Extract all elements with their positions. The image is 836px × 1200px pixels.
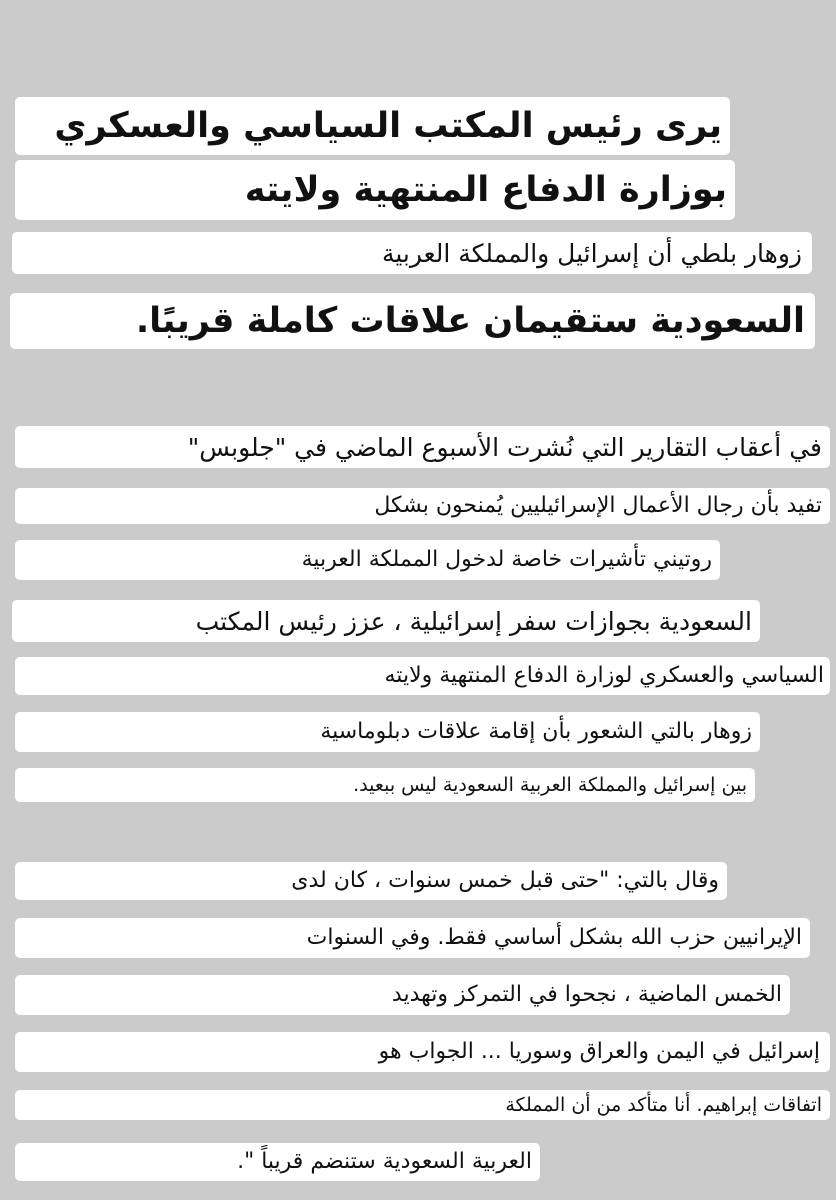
paragraph-line: [15, 975, 790, 1015]
paragraph-line-text: الإيرانيين حزب الله بشكل أساسي فقط. وفي السنوات: [306, 925, 802, 950]
headline-line-text: يرى رئيس المكتب السياسي والعسكري: [54, 105, 722, 146]
paragraph-line: [12, 600, 760, 642]
paragraph-line-text: في أعقاب التقارير التي نُشرت الأسبوع الماضي في "جلوبس": [187, 432, 822, 462]
paragraph-line: [15, 1143, 540, 1181]
headline-line-text: زوهار بلطي أن إسرائيل والمملكة العربية: [381, 238, 802, 268]
paragraph-line-text: إسرائيل في اليمن والعراق وسوريا ... الجواب هو: [378, 1039, 820, 1064]
paragraph-line-text: زوهار بالتي الشعور بأن إقامة علاقات دبلوماسية: [320, 719, 752, 744]
paragraph-line-text: السياسي والعسكري لوزارة الدفاع المنتهية ولايته: [384, 663, 824, 688]
paragraph-line-text: روتيني تأشيرات خاصة لدخول المملكة العربية: [301, 547, 712, 572]
headline-line: [10, 293, 815, 349]
headline-line-text: بوزارة الدفاع المنتهية ولايته: [244, 169, 727, 210]
headline-line-text: السعودية ستقيمان علاقات كاملة قريبًا.: [135, 300, 805, 341]
paragraph-line: [15, 488, 830, 524]
paragraph-line-text: السعودية بجوازات سفر إسرائيلية ، عزز رئيس المكتب: [195, 606, 752, 636]
paragraph-line: [15, 426, 830, 468]
headline-line: [12, 232, 812, 274]
headline-line: [15, 160, 735, 220]
paragraph-line-text: تفيد بأن رجال الأعمال الإسرائيليين يُمنحون بشكل: [374, 493, 822, 518]
paragraph-line-text: العربية السعودية ستنضم قريباً ".: [237, 1149, 532, 1174]
paragraph-line-text: اتفاقات إبراهيم. أنا متأكد من أن المملكة: [505, 1093, 822, 1116]
paragraph-line: [15, 768, 755, 802]
headline-line: [15, 97, 730, 155]
paragraph-line-text: الخمس الماضية ، نجحوا في التمركز وتهديد: [391, 982, 782, 1007]
paragraph-line-text: وقال بالتي: "حتى قبل خمس سنوات ، كان لدى: [291, 868, 719, 893]
paragraph-line: [15, 862, 727, 900]
paragraph-line-text: بين إسرائيل والمملكة العربية السعودية ليس ببعيد.: [353, 773, 747, 796]
paragraph-line: [15, 712, 760, 752]
paragraph-line: [15, 540, 720, 580]
paragraph-line: [15, 657, 830, 695]
paragraph-line: [15, 918, 810, 958]
paragraph-line: [15, 1032, 830, 1072]
paragraph-line: [15, 1090, 830, 1120]
